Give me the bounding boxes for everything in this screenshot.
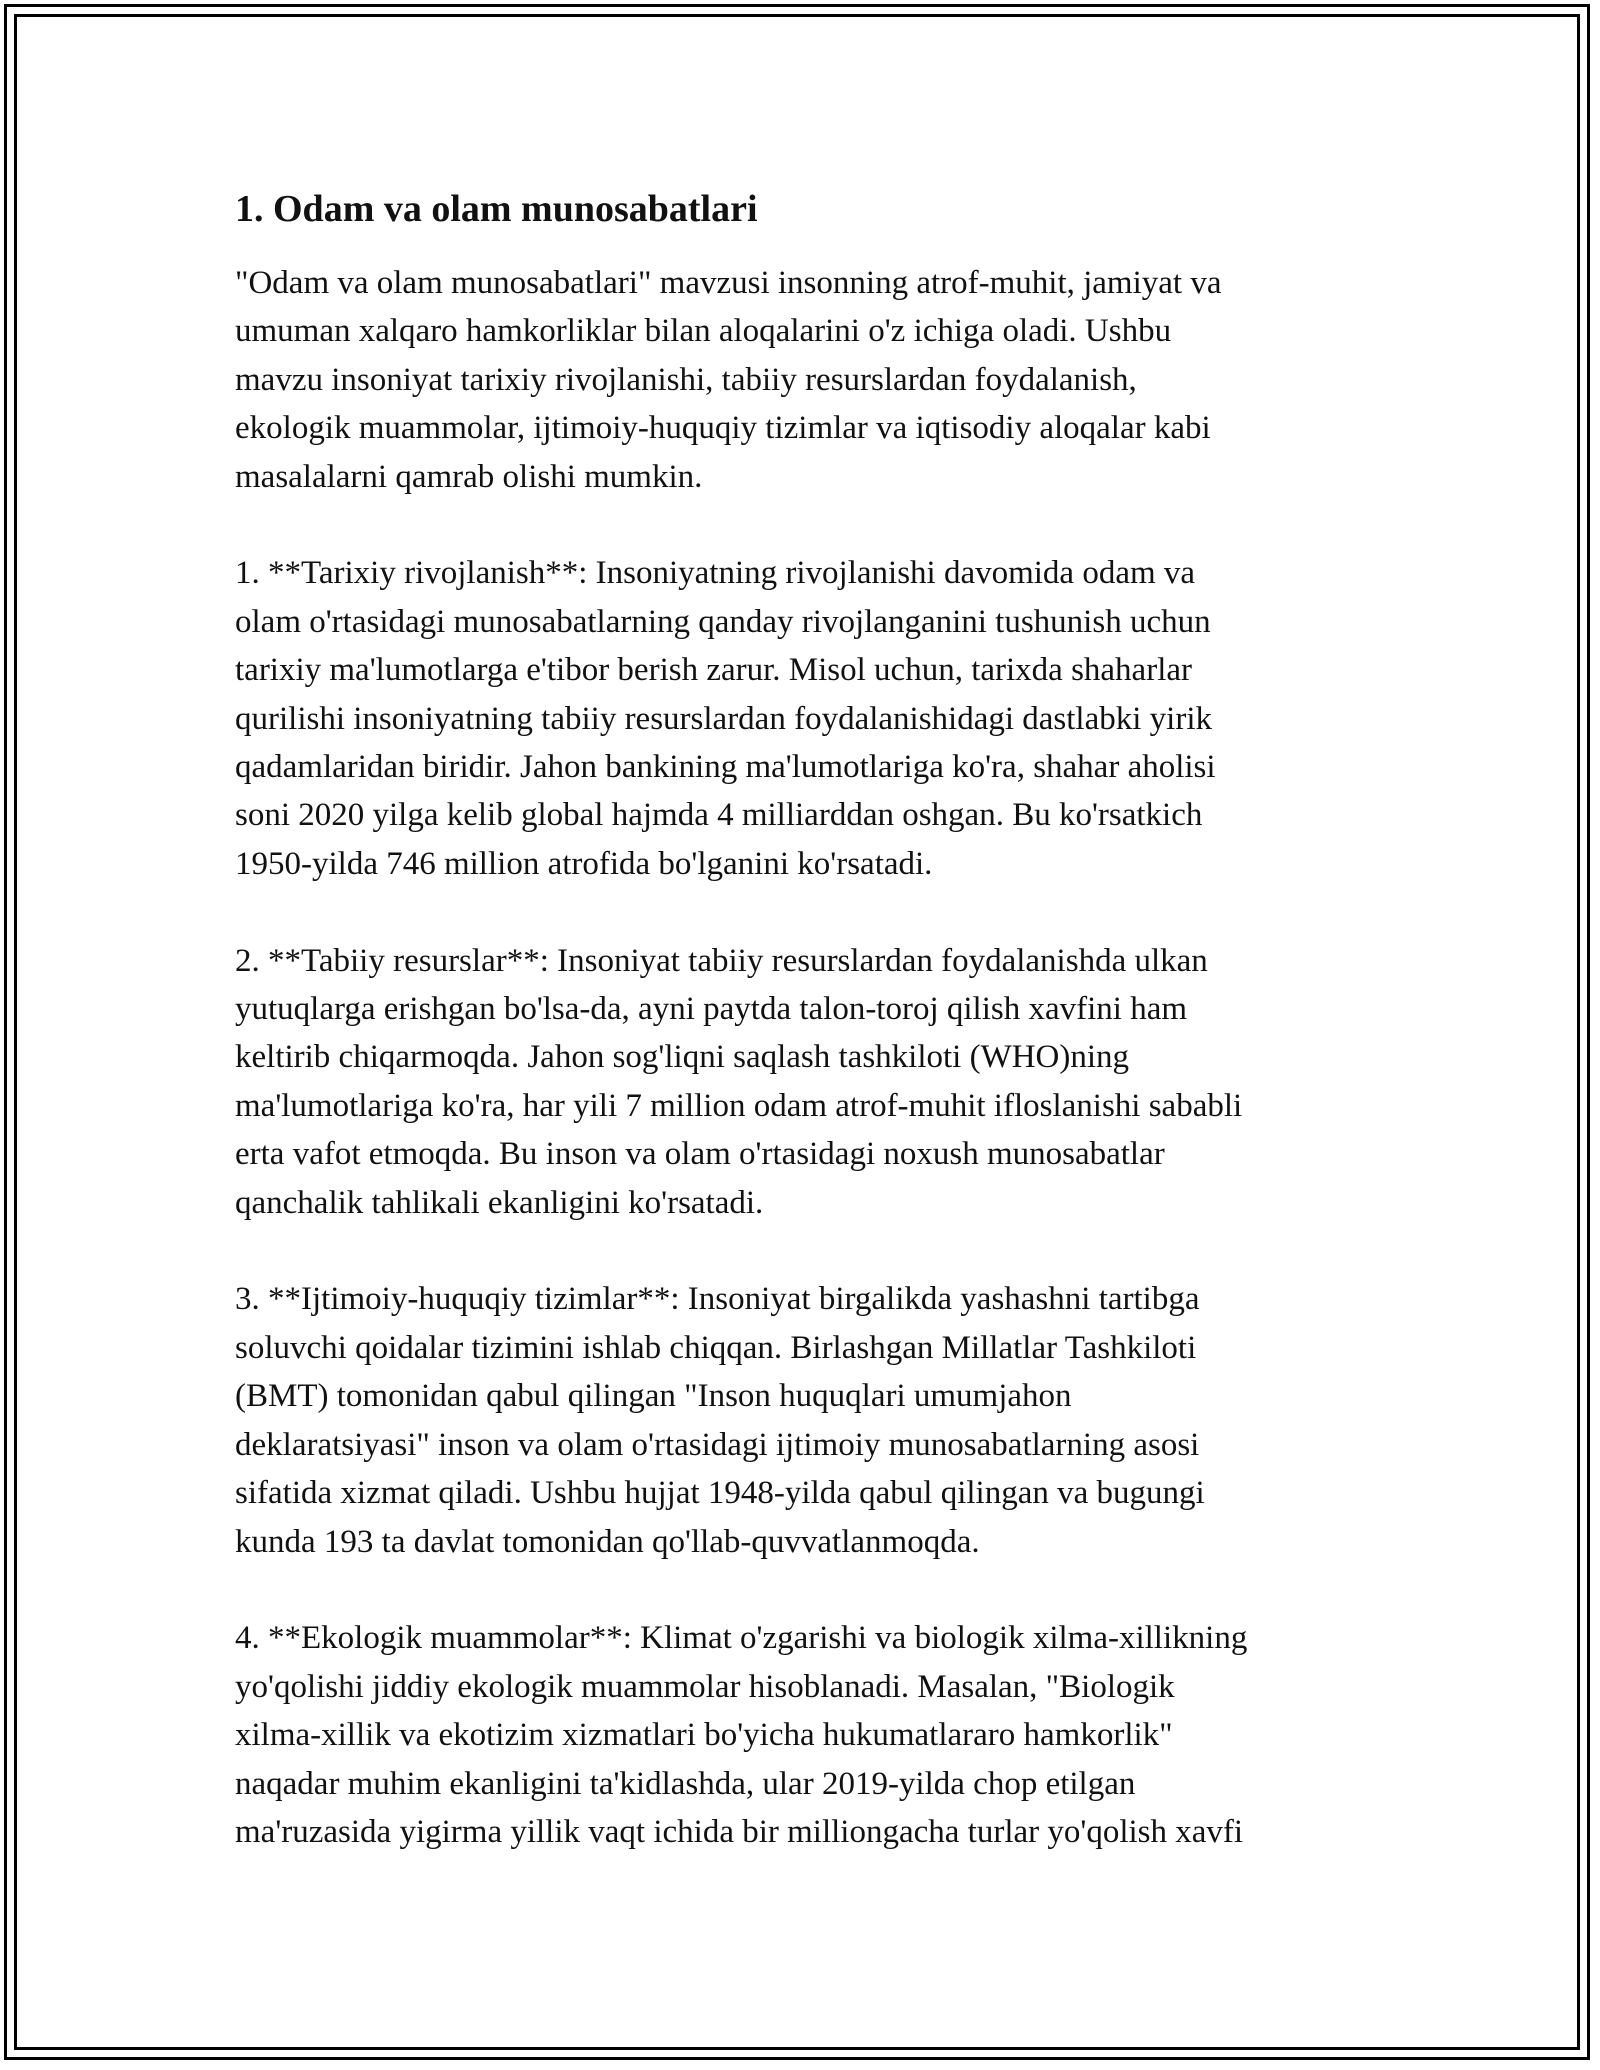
paragraph-social-legal-systems: 3. **Ijtimoiy-huquqiy tizimlar**: Insoniyat birgalikda yashashni tartibga soluvchi qoidalar tizimini ishlab chiqqan. Birlashgan Millatlar Tashkiloti (BMT) tomonidan qabul qilingan "Inson huquqlari umumjahon deklaratsiyasi" inson va olam o'rtasidagi ijtimoiy munosabatlarning asosi sifatida xizmat qiladi. Ushbu hujjat 1948-yilda qabul qilingan va bugungi kunda 193 ta davlat tomonidan qo'llab-quvvatlanmoqda.	[235, 1281, 1205, 1560]
intro-paragraph: "Odam va olam munosabatlari" mavzusi insonning atrof-muhit, jamiyat va umuman xalqaro hamkorliklar bilan aloqalarini o'z ichiga oladi. Ushbu mavzu insoniyat tarixiy rivojlanishi, tabiiy resurslardan foydalanish, ekologik muammolar, ijtimoiy-huquqiy tizimlar va iqtisodiy aloqalar kabi masalalarni qamrab olishi mumkin.	[235, 265, 1222, 495]
paragraph-natural-resources: 2. **Tabiiy resurslar**: Insoniyat tabiiy resurslardan foydalanishda ulkan yutuqlarga erishgan bo'lsa-da, ayni paytda talon-toroj qilish xavfini ham keltirib chiqarmoqda. Jahon sog'liqni saqlash tashkiloti (WHO)ning ma'lumotlariga ko'ra, har yili 7 million odam atrof-muhit ifloslanishi sababli erta vafot etmoqda. Bu inson va olam o'rtasidagi noxush munosabatlar qanchalik tahlikali ekanligini ko'rsatadi.	[235, 942, 1243, 1221]
document-body	[235, 185, 1385, 1905]
document-title: 1. Odam va olam munosabatlari	[235, 188, 758, 230]
paragraph-historical-development: 1. **Tarixiy rivojlanish**: Insoniyatning rivojlanishi davomida odam va olam o'rtasidagi munosabatlarning qanday rivojlanganini tushunish uchun tarixiy ma'lumotlarga e'tibor berish zarur. Misol uchun, tarixda shaharlar qurilishi insoniyatning tabiiy resurslardan foydalanishidagi dastlabki yirik qadamlaridan biridir. Jahon bankining ma'lumotlariga ko'ra, shahar aholisi soni 2020 yilga kelib global hajmda 4 milliarddan oshgan. Bu ko'rsatkich 1950-yilda 746 million atrofida bo'lganini ko'rsatadi.	[235, 555, 1216, 882]
paragraph-ecological-problems: 4. **Ekologik muammolar**: Klimat o'zgarishi va biologik xilma-xillikning yo'qolishi jiddiy ekologik muammolar hisoblanadi. Masalan, "Biologik xilma-xillik va ekotizim xizmatlari bo'yicha hukumatlararo hamkorlik" naqadar muhim ekanligini ta'kidlashda, ular 2019-yilda chop etilgan ma'ruzasida yigirma yillik vaqt ichida bir milliongacha turlar yo'qolish xavfi	[235, 1620, 1248, 1850]
